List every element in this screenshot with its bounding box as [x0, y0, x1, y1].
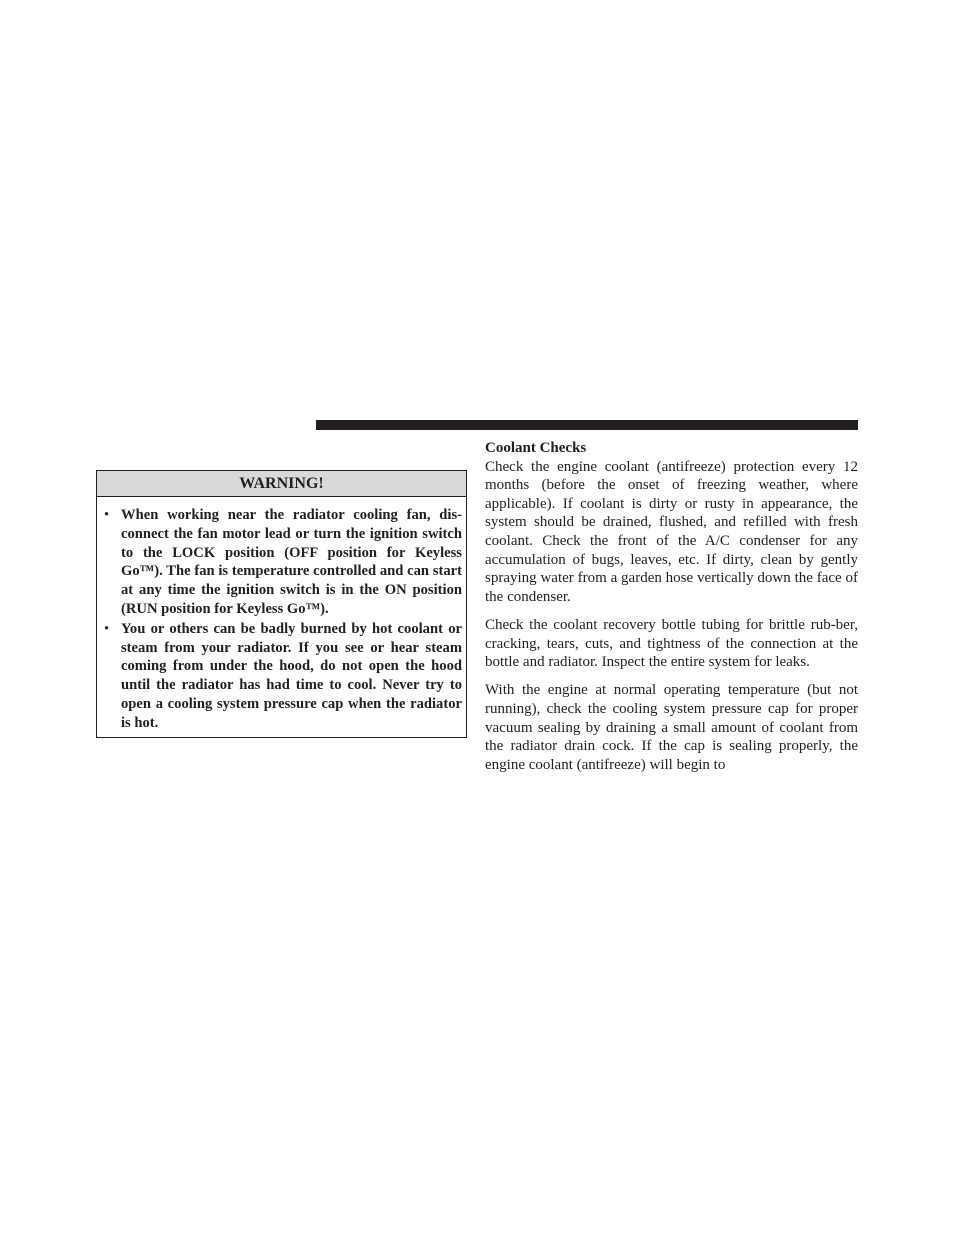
section-heading: Coolant Checks [485, 440, 587, 456]
warning-item-2 [104, 620, 462, 733]
bullet-icon: • [104, 620, 110, 637]
paragraph-1: Check the engine coolant (antifreeze) protection every 12 months (before the onset of freezing weather, where applicable). If coolant is dirty or rusty in appearance, the system should be drained, flushed, and refilled with fresh coolant. Check the front of the A/C condenser for any accumulation of bugs, leaves, etc. If dirty, clean by gently spraying water from a garden hose vertically down the face of the condenser. [485, 458, 858, 605]
header-rule [316, 420, 858, 430]
paragraph-3: With the engine at normal operating temperature (but not running), check the cooling system pressure cap for proper vacuum sealing by draining a small amount of coolant from the radiator drain cock. If the cap is sealing properly, the engine coolant (antifreeze) will begin to [485, 682, 858, 773]
coolant-checks-section [485, 439, 858, 784]
bullet-icon: • [104, 507, 110, 523]
warning-box [96, 470, 467, 738]
warning-item-2-text: You or others can be badly burned by hot coolant or steam from your radiator. If you see or hear steam coming from under the hood, do not open the hood until the radiator has had time to cool. Never try to open a cooling system pressure cap when the radiator is hot. [121, 620, 462, 731]
warning-item-1-text: When working near the radiator cooling fan, dis-connect the fan motor lead or turn the ignition switch to the LOCK position (OFF position for Keyless Go™). The fan is temperature controlled and can start at any time the ignition switch is in the ON position (RUN position for Keyless Go™). [121, 507, 462, 617]
paragraph-2: Check the coolant recovery bottle tubing for brittle rub-ber, cracking, tears, cuts, and tightness of the connection at the bottle and radiator. Inspect the entire system for leaks. [485, 616, 858, 671]
warning-list [104, 506, 462, 733]
warning-item-1 [104, 506, 462, 619]
warning-title: WARNING! [97, 471, 466, 497]
